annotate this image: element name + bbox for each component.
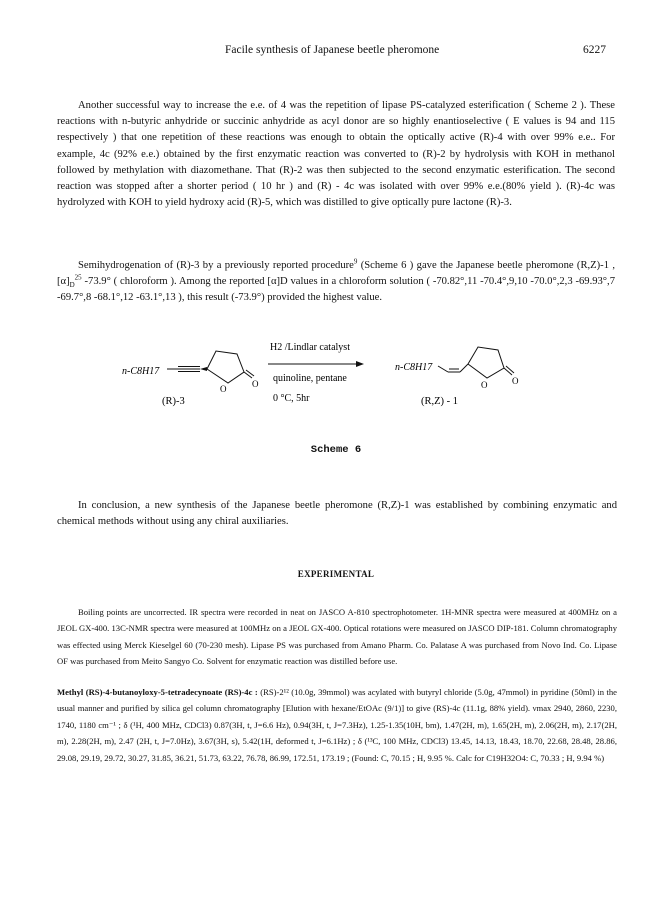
scheme-caption: Scheme 6 [310, 444, 362, 456]
reference-superscript: 9 [353, 257, 358, 266]
reactant-ring-oxygen: O [220, 384, 227, 394]
product-carbonyl-oxygen: O [512, 376, 519, 386]
experimental-heading: EXPERIMENTAL [297, 569, 375, 579]
reactant-carbonyl-oxygen: O [252, 379, 259, 389]
wedge-bond [200, 367, 207, 371]
scheme-6-reaction [120, 330, 580, 436]
reactant-label: (R)-3 [162, 396, 185, 407]
product-label: (R,Z) - 1 [421, 396, 459, 407]
product-lactone-ring [468, 347, 504, 378]
product-link-bond [460, 364, 468, 372]
running-title: Facile synthesis of Japanese beetle pheromone [225, 44, 440, 56]
compound-title: Methyl (RS)-4-butanoyloxy-5-tetradecynoate (RS)-4c : [57, 687, 258, 697]
paragraph-text: In conclusion, a new synthesis of the Japanese beetle pheromone (R,Z)-1 was established by combining enzymatic and chemical methods without using any chiral auxiliaries. [57, 500, 617, 528]
paragraph-text: Boiling points are uncorrected. IR spectra were recorded in neat on JASCO A-810 spectrophotometer. 1H-MNR spectra were measured at 400MHz on a JEOL GX-400. 13C-NMR spectra were measured at 100MHz on a JEOL GX-400. Optical rotations were measured on JASCO DIP-181. Column chromatography was effected using Merck Kieselgel 60 (70-230 mesh). Lipase PS was purchased from Amano Pharm. Co. Palatase A was purchased from Novo Ind. Co. Lipase OF was purchased from Meito Sangyo Co. Solvent for enzymatic reaction was distilled before use. [57, 607, 617, 667]
page-number: 6227 [583, 44, 606, 56]
paragraph-conclusion [57, 498, 617, 530]
product-carbonyl-bond-1 [504, 368, 512, 375]
reactant-substituent: n-C8H17 [122, 366, 160, 377]
product-carbonyl-bond-2 [506, 366, 514, 373]
paragraph-general-methods [57, 604, 617, 670]
page-header [0, 44, 672, 60]
paragraph-text-end: -73.9° ( chloroform ). Among the reported [α]D values in a chloroform solution ( -70.82°,11 -70.4°,9,10 -70.0°,2,3 -69.93°,7 -69.7°,8 -68.1°,12 -63.1°,13 ), this result (-73.9°) provided the highest value. [57, 276, 615, 304]
carbonyl-bond-1 [244, 372, 252, 378]
reagent-line-1: H2 /Lindlar catalyst [270, 342, 350, 353]
reagent-line-3: 0 °C, 5hr [273, 393, 310, 404]
reagent-line-2: quinoline, pentane [273, 373, 347, 384]
rotation-subscript: D [69, 281, 75, 290]
paragraph-text-mid: (Scheme 6 ) gave the Japanese beetle pheromone (R,Z)-1 , [α] [57, 260, 615, 288]
carbonyl-bond-2 [246, 370, 254, 376]
paragraph-text: Another successful way to increase the e.e. of 4 was the repetition of lipase PS-catalyzed esterification ( Scheme 2 ). These reactions with n-butyric anhydride or succinic anhydride as acyl donor are so highly enantioselective ( E values is 94 and 115 respectively ) that one repetition of these reactions was enough to obtain the optically active (R)-4 with over 99% e.e.. For example, 4c (92% e.e.) obtained by the first enzymatic reaction was converted to (R)-2 by hydrolysis with KOH in methanol followed by methylation with diazomethane. That (R)-2 was then subjected to the second enzymatic esterification. The second reaction was stopped after a shorter period ( 10 hr ) and (R) - 4c was isolated with over 99% e.e.(80% yield ). (R)-4c was hydrolyzed with KOH to yield hydroxy acid (R)-5, which was distilled to give optically pure lactone (R)-3. [57, 100, 615, 209]
rotation-superscript: 25 [74, 273, 82, 282]
product-substituent: n-C8H17 [395, 362, 433, 373]
reactant-lactone-ring [207, 351, 244, 383]
paragraph-text: (RS)-2¹² (10.0g, 39mmol) was acylated with butyryl chloride (5.0g, 47mmol) in pyridine (50ml) in the usual manner and purified by silica gel column chromatography [Elution with hexane/EtOAc (9/1)] to give (RS)-4c (11.1g, 88% yield). νmax 2940, 2860, 2230, 1740, 1180 cm⁻¹ ; δ (¹H, 400 MHz, CDCl3) 0.87(3H, t, J=6.6 Hz), 0.94(3H, t, J=7.3Hz), 1.25-1.35(10H, bm), 1.47(2H, m), 1.65(2H, m), 2.06(2H, m), 2.17(2H, m), 2.28(2H, m), 2.47 (2H, t, J=7.0Hz), 3.67(3H, s), 5.42(1H, deformed t, J=6.1Hz) ; δ (¹³C, 100 MHz, CDCl3) 13.45, 14.13, 18.43, 18.70, 22.68, 28.48, 28.86, 29.08, 29.19, 29.72, 30.27, 31.85, 36.21, 51.73, 63.22, 76.78, 86.99, 172.51, 173.19 ; (Found: C, 70.15 ; H, 9.95 %. Calc for C19H32O4: C, 70.33 ; H, 9.94 %) [57, 687, 617, 763]
reaction-arrowhead [356, 361, 364, 367]
product-chain-bond [438, 366, 448, 372]
paragraph-semihydrogenation [57, 258, 615, 307]
paragraph-text-start: Semihydrogenation of (R)-3 by a previously reported procedure [78, 260, 354, 271]
paragraph-compound-4c [57, 684, 617, 766]
paragraph-enzymatic-repetition [57, 98, 615, 211]
product-ring-oxygen: O [481, 380, 488, 390]
